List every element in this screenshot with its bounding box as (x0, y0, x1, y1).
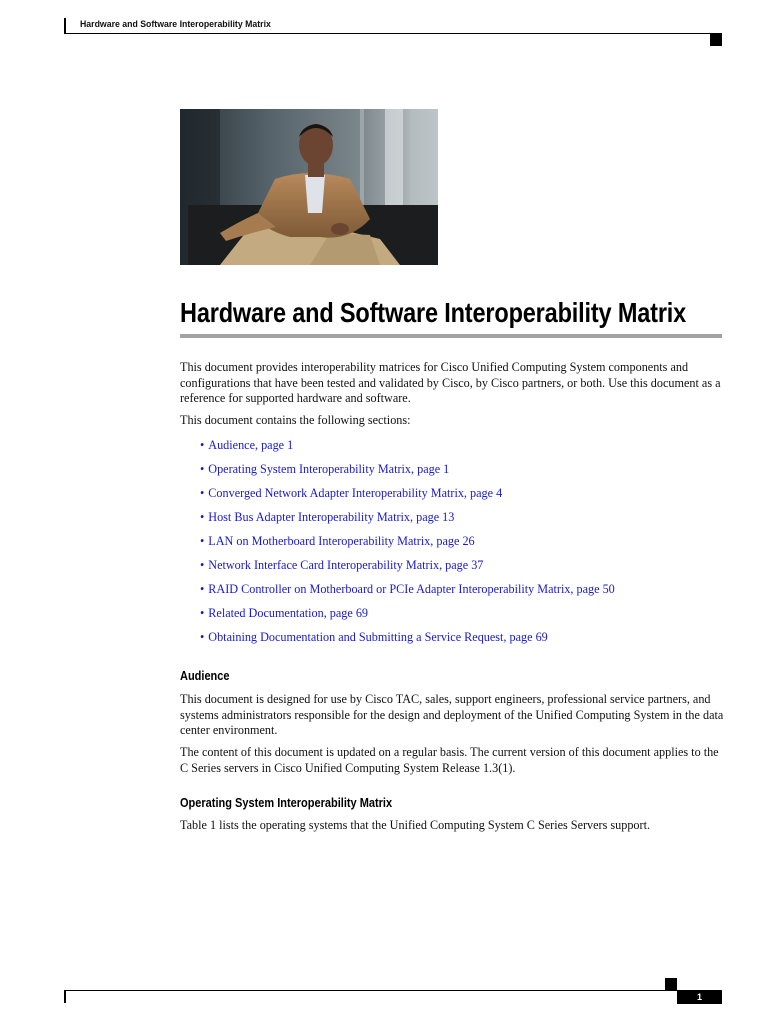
toc-link-os-matrix[interactable]: Operating System Interoperability Matrix, page 1 (208, 462, 450, 476)
footer-vertical-rule (64, 991, 66, 1003)
header-vertical-rule (64, 18, 66, 34)
toc-link-related-docs[interactable]: Related Documentation, page 69 (208, 606, 369, 620)
os-matrix-paragraph: Table 1 lists the operating systems that the Unified Computing System C Series Servers support. (180, 818, 651, 832)
cover-photo (180, 109, 438, 265)
bullet-icon: • (200, 486, 205, 500)
running-header-title: Hardware and Software Interoperability Matrix (80, 19, 271, 30)
toc-item (200, 533, 720, 557)
toc-link-obtaining-docs[interactable]: Obtaining Documentation and Submitting a Service Request, page 69 (208, 630, 548, 644)
os-matrix-heading: Operating System Interoperability Matrix (180, 796, 393, 810)
toc-item (200, 557, 720, 581)
audience-paragraph-1: This document is designed for use by Cisco TAC, sales, support engineers, professional service partners, and systems administrators responsible for the design and deployment of the Unified Computing System in the data center environment. (180, 692, 724, 737)
bullet-icon: • (200, 510, 205, 524)
title-underline-rule (180, 334, 722, 338)
toc-item (200, 509, 720, 533)
bullet-icon: • (200, 558, 205, 572)
bullet-icon: • (200, 630, 205, 644)
page-number: 1 (677, 990, 722, 1004)
footer-corner-block (665, 978, 677, 990)
document-title: Hardware and Software Interoperability Matrix (180, 297, 687, 328)
toc-list (200, 437, 720, 653)
toc-link-nic-matrix[interactable]: Network Interface Card Interoperability Matrix, page 37 (208, 558, 484, 572)
header-corner-block (710, 34, 722, 46)
bullet-icon: • (200, 438, 205, 452)
toc-link-raid-matrix[interactable]: RAID Controller on Motherboard or PCIe Adapter Interoperability Matrix, page 50 (208, 582, 615, 596)
toc-link-lom-matrix[interactable]: LAN on Motherboard Interoperability Matrix, page 26 (208, 534, 475, 548)
bullet-icon: • (200, 462, 205, 476)
toc-item (200, 437, 720, 461)
audience-paragraph-2: The content of this document is updated on a regular basis. The current version of this document applies to the C Series servers in Cisco Unified Computing System Release 1.3(1). (180, 745, 719, 775)
toc-link-hba-matrix[interactable]: Host Bus Adapter Interoperability Matrix, page 13 (208, 510, 455, 524)
toc-item (200, 461, 720, 485)
header-horizontal-rule (64, 33, 722, 34)
footer-horizontal-rule (64, 990, 722, 991)
toc-link-cna-matrix[interactable]: Converged Network Adapter Interoperability Matrix, page 4 (208, 486, 503, 500)
toc-item (200, 629, 720, 653)
bullet-icon: • (200, 606, 205, 620)
sections-intro: This document contains the following sections: (180, 413, 411, 427)
toc-item (200, 605, 720, 629)
toc-item (200, 485, 720, 509)
toc-item (200, 581, 720, 605)
audience-heading: Audience (180, 669, 230, 683)
bullet-icon: • (200, 582, 205, 596)
intro-paragraph: This document provides interoperability matrices for Cisco Unified Computing System components and configurations that have been tested and validated by Cisco, by Cisco partners, or both. Use this document as a reference for supported hardware and software. (180, 360, 721, 405)
toc-link-audience[interactable]: Audience, page 1 (208, 438, 294, 452)
bullet-icon: • (200, 534, 205, 548)
